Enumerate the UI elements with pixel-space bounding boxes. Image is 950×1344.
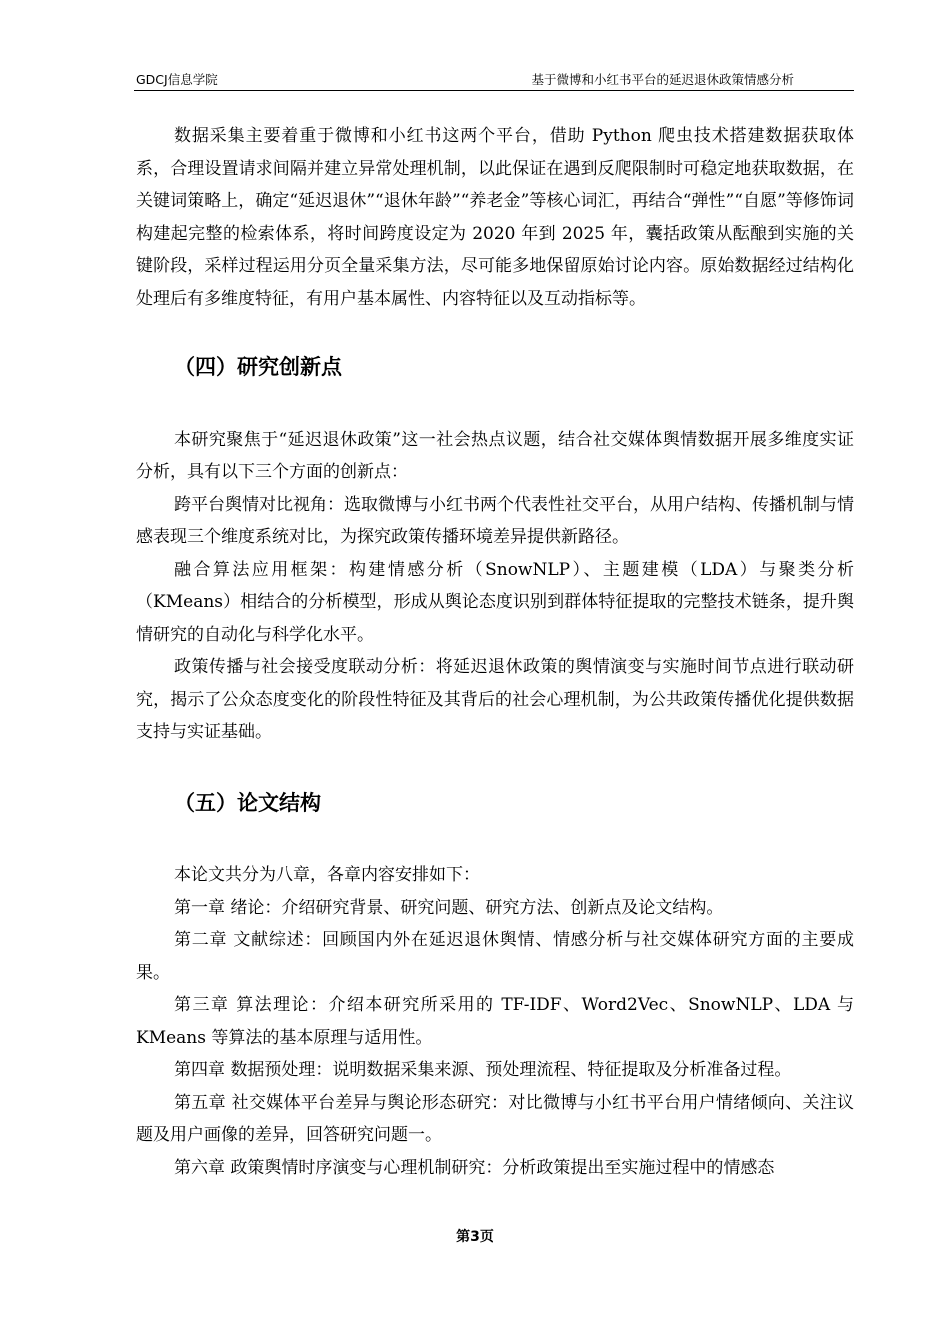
paragraph-chapter-6: 第六章 政策舆情时序演变与心理机制研究：分析政策提出至实施过程中的情感态 [174,1157,775,1178]
paragraph-data-collection: 数据采集主要着重于微博和小红书这两个平台，借助 Python 爬虫技术搭建数据获取体系，合理设置请求间隔并建立异常处理机制，以此保证在遇到反爬限制时可稳定地获取数据，在关键词策略上，确定“延迟退休”“退休年龄”“养老金”等核心词汇，再结合“弹性”“自愿”等修饰词构建起完整的检索体系，将时间跨度设定为 2020 年到 2025 年，囊括政策从酝酿到实施的关键阶段，采样过程运用分页全量采集方法，尽可能多地保留原始讨论内容。原始数据经过结构化处理后有多维度特征，有用户基本属性、内容特征以及互动指标等。 [136,126,854,309]
header-thesis-title: 基于微博和小红书平台的延迟退休政策情感分析 [531,72,794,87]
header-institution: GDCJ信息学院 [136,72,218,87]
paragraph-innovation-1: 跨平台舆情对比视角：选取微博与小红书两个代表性社交平台，从用户结构、传播机制与情感表现三个维度系统对比，为探究政策传播环境差异提供新路径。 [136,494,854,547]
paragraph-chapter-3: 第三章 算法理论：介绍本研究所采用的 TF-IDF、Word2Vec、SnowNLP、LDA 与 KMeans 等算法的基本原理与适用性。 [136,995,854,1048]
paragraph-chapter-2: 第二章 文献综述：回顾国内外在延迟退休舆情、情感分析与社交媒体研究方面的主要成果。 [136,930,854,983]
paragraph-chapter-4: 第四章 数据预处理：说明数据采集来源、预处理流程、特征提取及分析准备过程。 [174,1060,792,1080]
page-number: 第3页 [456,1229,494,1245]
section-heading-innovation: （四）研究创新点 [174,355,342,379]
paragraph-chapter-1: 第一章 绪论：介绍研究背景、研究问题、研究方法、创新点及论文结构。 [174,897,724,918]
section-heading-structure: （五）论文结构 [174,790,321,815]
body-text [136,120,854,1184]
paragraph-chapter-5: 第五章 社交媒体平台差异与舆论形态研究：对比微博与小红书平台用户情绪倾向、关注议题及用户画像的差异，回答研究问题一。 [136,1092,854,1145]
paragraph-structure-intro: 本论文共分为八章，各章内容安排如下： [174,865,480,885]
paragraph-innovation-intro: 本研究聚焦于“延迟退休政策”这一社会热点议题，结合社交媒体舆情数据开展多维度实证分析，具有以下三个方面的创新点： [136,429,854,482]
paragraph-innovation-3: 政策传播与社会接受度联动分析：将延迟退休政策的舆情演变与实施时间节点进行联动研究，揭示了公众态度变化的阶段性特征及其背后的社会心理机制，为公共政策传播优化提供数据支持与实证基础。 [136,657,854,742]
running-header [134,68,854,91]
paragraph-innovation-2: 融合算法应用框架：构建情感分析（SnowNLP）、主题建模（LDA）与聚类分析（KMeans）相结合的分析模型，形成从舆论态度识别到群体特征提取的完整技术链条，提升舆情研究的自动化与科学化水平。 [136,559,854,645]
